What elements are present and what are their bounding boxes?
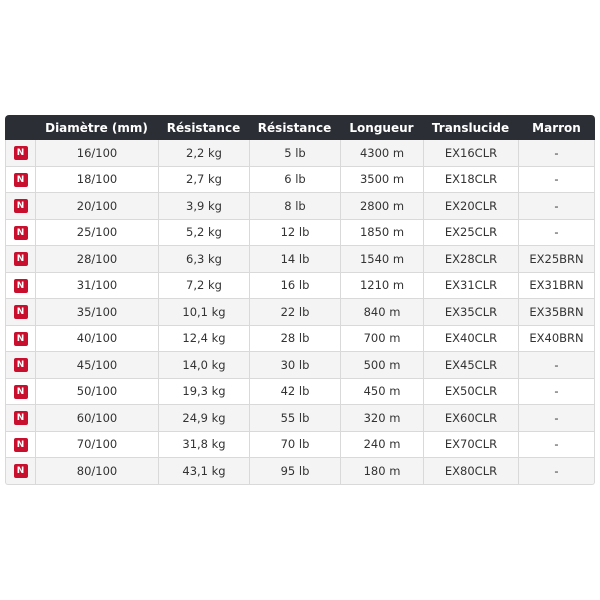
diameter-cell: 28/100 <box>35 246 158 273</box>
badge-cell <box>5 167 35 194</box>
table-row <box>5 405 595 432</box>
resistance-lb-cell: 12 lb <box>249 220 340 247</box>
brown-cell: - <box>518 405 595 432</box>
new-badge-icon: N <box>14 146 28 160</box>
badge-cell <box>5 432 35 459</box>
table-row <box>5 273 595 300</box>
new-badge-icon: N <box>14 279 28 293</box>
new-badge-icon: N <box>14 173 28 187</box>
length-cell: 840 m <box>340 299 423 326</box>
badge-cell <box>5 379 35 406</box>
new-badge-icon: N <box>14 464 28 478</box>
length-cell: 1850 m <box>340 220 423 247</box>
diameter-cell: 18/100 <box>35 167 158 194</box>
resistance-kg-cell: 7,2 kg <box>158 273 249 300</box>
resistance-lb-cell: 6 lb <box>249 167 340 194</box>
table-row <box>5 352 595 379</box>
resistance-lb-cell: 70 lb <box>249 432 340 459</box>
resistance-lb-cell: 28 lb <box>249 326 340 353</box>
table-row <box>5 379 595 406</box>
badge-cell <box>5 246 35 273</box>
diameter-cell: 20/100 <box>35 193 158 220</box>
resistance-kg-cell: 24,9 kg <box>158 405 249 432</box>
brown-cell: - <box>518 352 595 379</box>
brown-cell: EX35BRN <box>518 299 595 326</box>
new-badge-icon: N <box>14 305 28 319</box>
resistance-lb-cell: 55 lb <box>249 405 340 432</box>
table-row <box>5 458 595 485</box>
resistance-kg-cell: 14,0 kg <box>158 352 249 379</box>
resistance-kg-cell: 12,4 kg <box>158 326 249 353</box>
translucent-cell: EX20CLR <box>423 193 518 220</box>
header-resistance-lb: Résistance <box>249 115 340 140</box>
table-row <box>5 326 595 353</box>
new-badge-icon: N <box>14 332 28 346</box>
length-cell: 1540 m <box>340 246 423 273</box>
table-row <box>5 167 595 194</box>
resistance-lb-cell: 42 lb <box>249 379 340 406</box>
resistance-kg-cell: 19,3 kg <box>158 379 249 406</box>
table-row <box>5 432 595 459</box>
resistance-kg-cell: 6,3 kg <box>158 246 249 273</box>
resistance-kg-cell: 3,9 kg <box>158 193 249 220</box>
length-cell: 2800 m <box>340 193 423 220</box>
resistance-kg-cell: 5,2 kg <box>158 220 249 247</box>
table-body <box>5 140 595 485</box>
resistance-lb-cell: 14 lb <box>249 246 340 273</box>
header-length: Longueur <box>340 115 423 140</box>
brown-cell: EX31BRN <box>518 273 595 300</box>
length-cell: 450 m <box>340 379 423 406</box>
diameter-cell: 45/100 <box>35 352 158 379</box>
header-resistance-kg: Résistance <box>158 115 249 140</box>
diameter-cell: 50/100 <box>35 379 158 406</box>
badge-cell <box>5 458 35 485</box>
table-row <box>5 246 595 273</box>
resistance-kg-cell: 2,7 kg <box>158 167 249 194</box>
badge-cell <box>5 273 35 300</box>
header-translucent: Translucide <box>423 115 518 140</box>
length-cell: 500 m <box>340 352 423 379</box>
translucent-cell: EX80CLR <box>423 458 518 485</box>
brown-cell: - <box>518 140 595 167</box>
new-badge-icon: N <box>14 226 28 240</box>
new-badge-icon: N <box>14 411 28 425</box>
translucent-cell: EX18CLR <box>423 167 518 194</box>
resistance-kg-cell: 31,8 kg <box>158 432 249 459</box>
translucent-cell: EX16CLR <box>423 140 518 167</box>
new-badge-icon: N <box>14 252 28 266</box>
diameter-cell: 70/100 <box>35 432 158 459</box>
resistance-kg-cell: 43,1 kg <box>158 458 249 485</box>
badge-cell <box>5 405 35 432</box>
badge-cell <box>5 193 35 220</box>
translucent-cell: EX45CLR <box>423 352 518 379</box>
diameter-cell: 35/100 <box>35 299 158 326</box>
brown-cell: - <box>518 432 595 459</box>
new-badge-icon: N <box>14 358 28 372</box>
translucent-cell: EX35CLR <box>423 299 518 326</box>
badge-cell <box>5 326 35 353</box>
table-row <box>5 299 595 326</box>
length-cell: 4300 m <box>340 140 423 167</box>
diameter-cell: 40/100 <box>35 326 158 353</box>
diameter-cell: 16/100 <box>35 140 158 167</box>
translucent-cell: EX70CLR <box>423 432 518 459</box>
brown-cell: - <box>518 220 595 247</box>
resistance-lb-cell: 8 lb <box>249 193 340 220</box>
brown-cell: - <box>518 458 595 485</box>
badge-cell <box>5 220 35 247</box>
resistance-lb-cell: 5 lb <box>249 140 340 167</box>
length-cell: 240 m <box>340 432 423 459</box>
header-diameter: Diamètre (mm) <box>35 115 158 140</box>
length-cell: 1210 m <box>340 273 423 300</box>
table-row <box>5 140 595 167</box>
header-brown: Marron <box>518 115 595 140</box>
diameter-cell: 60/100 <box>35 405 158 432</box>
translucent-cell: EX40CLR <box>423 326 518 353</box>
resistance-kg-cell: 10,1 kg <box>158 299 249 326</box>
new-badge-icon: N <box>14 438 28 452</box>
header-badge-column <box>5 115 35 140</box>
diameter-cell: 80/100 <box>35 458 158 485</box>
specs-table <box>5 115 595 485</box>
length-cell: 3500 m <box>340 167 423 194</box>
brown-cell: - <box>518 193 595 220</box>
brown-cell: EX40BRN <box>518 326 595 353</box>
translucent-cell: EX25CLR <box>423 220 518 247</box>
translucent-cell: EX28CLR <box>423 246 518 273</box>
diameter-cell: 31/100 <box>35 273 158 300</box>
table-row <box>5 193 595 220</box>
new-badge-icon: N <box>14 385 28 399</box>
translucent-cell: EX31CLR <box>423 273 518 300</box>
resistance-lb-cell: 16 lb <box>249 273 340 300</box>
table-row <box>5 220 595 247</box>
brown-cell: - <box>518 379 595 406</box>
badge-cell <box>5 352 35 379</box>
resistance-lb-cell: 30 lb <box>249 352 340 379</box>
resistance-lb-cell: 22 lb <box>249 299 340 326</box>
specs-table-container <box>5 115 595 485</box>
new-badge-icon: N <box>14 199 28 213</box>
brown-cell: - <box>518 167 595 194</box>
diameter-cell: 25/100 <box>35 220 158 247</box>
table-header-row <box>5 115 595 140</box>
length-cell: 700 m <box>340 326 423 353</box>
brown-cell: EX25BRN <box>518 246 595 273</box>
length-cell: 320 m <box>340 405 423 432</box>
badge-cell <box>5 299 35 326</box>
length-cell: 180 m <box>340 458 423 485</box>
translucent-cell: EX60CLR <box>423 405 518 432</box>
resistance-lb-cell: 95 lb <box>249 458 340 485</box>
resistance-kg-cell: 2,2 kg <box>158 140 249 167</box>
badge-cell <box>5 140 35 167</box>
translucent-cell: EX50CLR <box>423 379 518 406</box>
